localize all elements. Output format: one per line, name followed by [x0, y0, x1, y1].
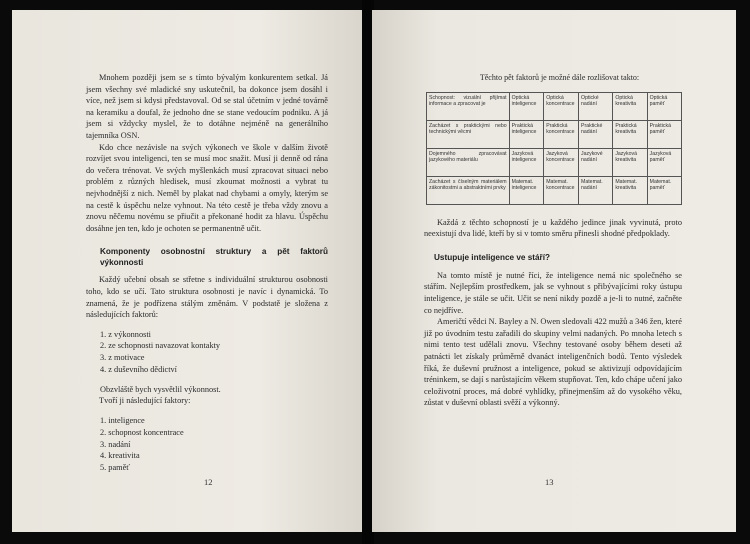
- table-cell: Optická inteligence: [509, 92, 544, 120]
- table-cell: Praktická inteligence: [509, 120, 544, 148]
- paragraph: Každý učební obsah se střetne s individuální strukturou osobnosti toho, kdo se učí. Tato struktura osobnosti je navíc i dynamická. To znamená, že je podřízena stálým změnám. V podstatě je složena z následujících faktorů:: [86, 275, 328, 320]
- list-item: 4. z duševního dědictví: [100, 365, 177, 375]
- list-item: 3. nadání: [100, 439, 131, 449]
- page-number: 12: [204, 477, 213, 487]
- table-cell: Optická koncentrace: [544, 92, 579, 120]
- paragraph: Mnohem později jsem se s tímto bývalým konkurentem setkal. Já jsem všechny své mladické sny uskutečnil, ba dokonce jsem dosáhl i více, než jsem si kdysi představoval. Od se stal účetním v jedné továrně na keramiku a doufal, že jednoho dne se stane vedoucím podniku. A já jsem si vždycky myslel, že to dotáhne nejméně na generálního tajemníka OSN.: [86, 73, 328, 140]
- table-row: [427, 176, 682, 204]
- table-cell: Matemat. nadání: [579, 176, 613, 204]
- table-cell: Matemat. paměť: [647, 176, 681, 204]
- right-page: [372, 10, 736, 532]
- table-cell: Zacházet s číselným materiálem zákonitostmi a abstraktními prvky: [427, 176, 510, 204]
- left-page-text: [86, 72, 328, 480]
- list-item: 2. ze schopnosti navazovat kontakty: [100, 341, 221, 351]
- table-cell: Jazykové nadání: [579, 148, 613, 176]
- list-item: 5. paměť: [100, 463, 130, 473]
- table-cell: Praktická kreativita: [613, 120, 647, 148]
- table-cell: Praktická koncentrace: [544, 120, 579, 148]
- table-cell: Optická paměť: [647, 92, 681, 120]
- table-intro: Těchto pět faktorů je možné dále rozlišovat takto:: [479, 73, 640, 82]
- table-row: [427, 148, 682, 176]
- left-page: [12, 10, 364, 532]
- table-row: [427, 92, 682, 120]
- paragraph: Na tomto místě je nutné říci, že inteligence nemá nic společného se stářím. Nejlepším prostředkem, jak se vyhnout s přibývajícími roky ústupu inteligence, je stále se učit. Učit se není nikdy pozdě a je-li to nutné, začněte co nejdříve.: [424, 270, 682, 315]
- table-cell: Matemat. inteligence: [509, 176, 544, 204]
- table-cell: Zacházet s praktickými nebo technickými věcmi: [427, 120, 510, 148]
- paragraph: Američtí vědci N. Bayley a N. Owen sledovali 422 mužů a 346 žen, které již po úvodním testu zařadili do skupiny velmi nadaných. Po mnoha letech s nimi tento test udělali znovu. Všechny testované osoby během deseti až patnácti let získaly průměrně dvanáct inteligenčních bodů. Tento výsledek říká, že duševní pružnost a inteligence, pokud se aktivizují odpovídajícím tréninkem, se dají s narůstajícím věkem stupňovat. Ten, kdo chápe učení jako celoživotní proces, má dobré vyhlídky, přinejmenším až do vysokého věku, zůstat v duševní oblasti svěží a výkonný.: [424, 317, 682, 408]
- list-item: 4. kreativita: [100, 451, 140, 461]
- section-heading: Komponenty osobnostní struktury a pět faktorů výkonnosti: [100, 247, 328, 268]
- table-cell: Praktické nadání: [579, 120, 613, 148]
- list-item: 1. z výkonnosti: [100, 329, 151, 339]
- list-item: 1. inteligence: [100, 416, 145, 426]
- table-cell: Optická kreativita: [613, 92, 647, 120]
- paragraph: Tvoří ji následující faktory:: [99, 396, 191, 406]
- page-number: 13: [545, 477, 554, 487]
- table-cell: Matemat. kreativita: [613, 176, 647, 204]
- table-cell: Jazyková koncentrace: [544, 148, 579, 176]
- faculty-table: [426, 92, 682, 205]
- table-cell: Jazyková inteligence: [509, 148, 544, 176]
- section-heading: Ustupuje inteligence ve stáří?: [434, 252, 551, 262]
- right-page-text: [424, 72, 682, 409]
- numbered-list: [100, 329, 328, 376]
- table-cell: Jazyková kreativita: [613, 148, 647, 176]
- table-cell: Jazyková paměť: [647, 148, 681, 176]
- list-item: 3. z motivace: [100, 353, 145, 363]
- paragraph: Kdo chce nezávisle na svých výkonech ve škole v dalším životě rozvíjet svou inteligenci, ten se musí moc snažit. Musí ji denně od rána do večera trénovat. Ve svých myšlenkách musí zpracovat situaci nebo problém z různých hledisek, musí zkoumat možnosti a vybrat tu nejvhodnější z nich. Neměl by plakat nad chybami a omyly, kterým se na cestě k úspěchu nelze vyhnout. Na této cestě je třeba vždy znovu a znovu něčemu novému se přiučit a překonané hodit za hlavu. Úspěchu dosáhne jen ten, kdo je ochoten se permanentně učit.: [86, 142, 328, 233]
- table-cell: Matemat. koncentrace: [544, 176, 579, 204]
- table-row: [427, 120, 682, 148]
- table-cell: Dojemného zpracovávat jazykového materiálu: [427, 148, 510, 176]
- table-cell: Optické nadání: [579, 92, 613, 120]
- numbered-list: [100, 415, 328, 474]
- paragraph: Každá z těchto schopností je u každého jedince jinak vyvinutá, proto neexistují dva lidé, kteří by si v tomto směru přinesli shodné předpoklady.: [424, 217, 682, 239]
- table-cell: Schopnost: vizuální přijímat informace a zpracovat je: [427, 92, 510, 120]
- list-item: 2. schopnost koncentrace: [100, 427, 184, 437]
- paragraph: Obzvláště bych vysvětlil výkonnost.: [100, 384, 221, 394]
- table-cell: Praktická paměť: [647, 120, 681, 148]
